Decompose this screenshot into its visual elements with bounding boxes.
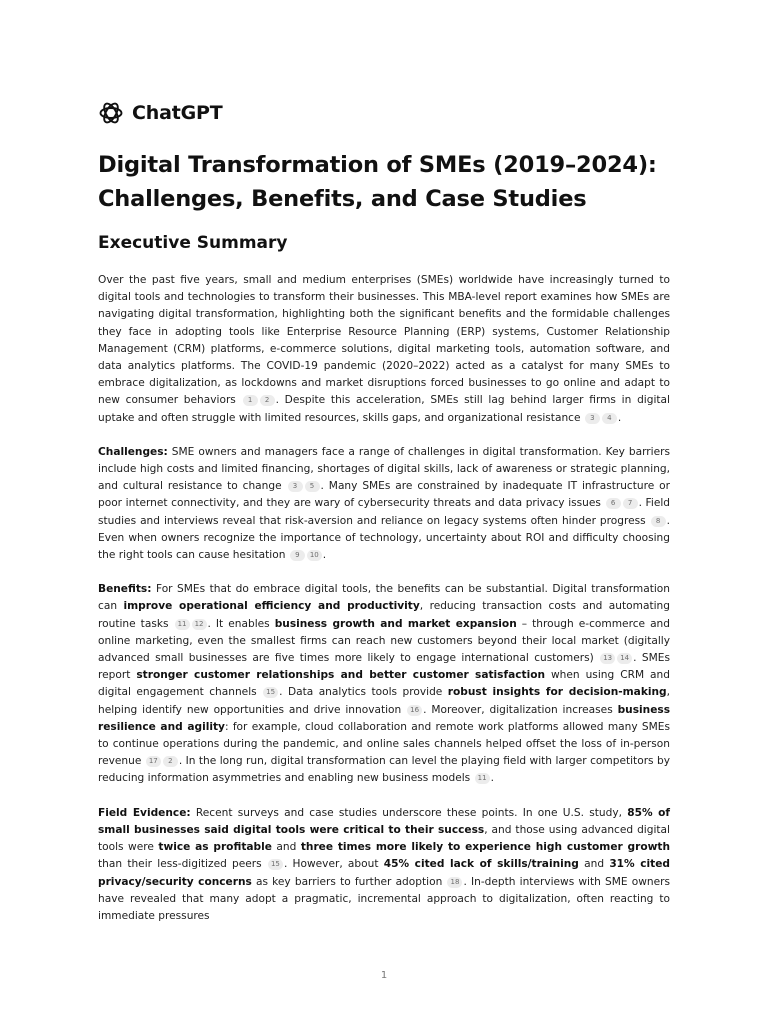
bold-text: Benefits: — [98, 583, 152, 596]
text-run: and — [271, 841, 301, 854]
text-run: , and those using advanced digital tools were — [98, 823, 670, 854]
text-run: . In-depth interviews with SME owners have revealed that many adopt a pragmatic, incremental approach to digitalization, often reacting to immediate pressures — [98, 875, 670, 922]
text-run: . Despite this acceleration, SMEs still lag behind larger firms in digital uptake and often struggle with limited resources, skills gaps, and organizational resistance — [98, 394, 670, 424]
section-heading: Executive Summary — [98, 233, 288, 253]
citation-badge[interactable]: 11 — [175, 619, 190, 630]
bold-text: improve operational efficiency and productivity — [123, 600, 420, 613]
text-run: . It enables — [207, 617, 275, 630]
citation-badge[interactable]: 10 — [307, 550, 322, 561]
citation-badge[interactable]: 8 — [651, 516, 666, 527]
text-run: than their less-digitized peers — [98, 858, 267, 871]
text-run: when using CRM and digital engagement channels — [98, 669, 670, 699]
document-body — [98, 272, 670, 942]
text-run: . Moreover, digitalization increases — [423, 703, 618, 716]
bold-text: robust insights for decision-making — [447, 686, 667, 699]
text-run: , reducing transaction costs and automating routine tasks — [98, 600, 670, 630]
citation-badge[interactable]: 15 — [263, 687, 278, 698]
text-run: . However, about — [283, 858, 384, 871]
bold-text: stronger customer relationships and better customer satisfaction — [136, 669, 546, 682]
text-run: , helping identify new opportunities and drive innovation — [98, 686, 670, 716]
citation-badge[interactable]: 11 — [475, 773, 490, 784]
bold-text: Field Evidence: — [98, 806, 191, 819]
text-run: – through e-commerce and online marketing, even the smallest firms can reach new customers beyond their local market (digitally advanced small businesses are five times more likely to engage international customers) — [98, 617, 670, 665]
citation-badge[interactable]: 3 — [288, 481, 303, 492]
text-run: . SMEs report — [98, 652, 671, 682]
paragraph — [98, 272, 670, 427]
text-run: . In the long run, digital transformation can level the playing field with larger competitors by reducing information asymmetries and enabling new business models — [98, 755, 670, 785]
document-title: Digital Transformation of SMEs (2019–2024): Challenges, Benefits, and Case Studies — [98, 152, 657, 212]
citation-badge[interactable]: 17 — [146, 756, 161, 767]
paragraph — [98, 805, 670, 925]
brand-logo — [98, 100, 222, 126]
openai-logo-icon — [98, 100, 124, 126]
text-run: and — [578, 858, 610, 871]
citation-badge[interactable]: 16 — [407, 705, 422, 716]
text-run: . Even when owners recognize the importance of technology, uncertainty about ROI and difficulty choosing the right tools can cause hesitation — [98, 514, 670, 562]
text-run: . — [617, 411, 622, 424]
text-run: Over the past five years, small and medium enterprises (SMEs) worldwide have increasingly turned to digital tools and technologies to transform their businesses. This MBA-level report examines how SMEs are navigating digital transformation, highlighting both the significant benefits and the formidable challenges they face in adopting tools like Enterprise Resource Planning (ERP) systems, Customer Relationship Management (CRM) platforms, e-commerce solutions, digital marketing tools, automation software, and data analytics platforms. The COVID-19 pandemic (2020–2022) acted as a catalyst for many SMEs to embrace digitalization, as lockdowns and market disruptions forced businesses to go online and adapt to new consumer behaviors — [98, 274, 670, 407]
citation-badge[interactable]: 1 — [243, 395, 258, 406]
text-run: . Many SMEs are constrained by inadequate IT infrastructure or poor internet connectivity, and they are wary of cybersecurity threats and data privacy issues — [98, 480, 671, 510]
text-run: . Field studies and interviews reveal that risk-aversion and reliance on legacy systems often hinder progress — [98, 497, 671, 527]
bold-text: three times more likely to experience high customer growth — [300, 841, 671, 854]
paragraph — [98, 444, 670, 564]
page-number: 1 — [380, 970, 388, 981]
citation-badge[interactable]: 3 — [585, 413, 600, 424]
text-run: as key barriers to further adoption — [251, 875, 447, 888]
bold-text: business resilience and agility — [98, 703, 670, 733]
bold-text: 31% cited privacy/security concerns — [98, 858, 670, 888]
citation-badge[interactable]: 12 — [192, 619, 207, 630]
bold-text: 85% of small businesses said digital tools were critical to their success — [98, 806, 671, 836]
text-run: : for example, cloud collaboration and remote work platforms allowed many SMEs to continue operations during the pandemic, and online sales channels helped offset the loss of in-person revenue — [98, 720, 671, 768]
brand-name: ChatGPT — [132, 102, 223, 124]
citation-badge[interactable]: 7 — [623, 498, 638, 509]
citation-badge[interactable]: 2 — [260, 395, 275, 406]
citation-badge[interactable]: 13 — [600, 653, 615, 664]
text-run: . Data analytics tools provide — [279, 686, 448, 699]
citation-badge[interactable]: 5 — [305, 481, 320, 492]
bold-text: Challenges: — [98, 445, 168, 458]
citation-badge[interactable]: 15 — [268, 859, 283, 870]
citation-badge[interactable]: 18 — [447, 877, 462, 888]
paragraph — [98, 581, 670, 787]
citation-badge[interactable]: 6 — [606, 498, 621, 509]
text-run: SME owners and managers face a range of challenges in digital transformation. Key barriers include high costs and limited financing, shortages of digital skills, lack of awareness or strategic planning, and cultural resistance to change — [98, 445, 670, 493]
bold-text: twice as profitable — [158, 841, 272, 854]
citation-badge[interactable]: 9 — [290, 550, 305, 561]
citation-badge[interactable]: 14 — [617, 653, 632, 664]
text-run: . — [490, 772, 494, 785]
text-run: For SMEs that do embrace digital tools, the benefits can be substantial. Digital transformation can — [98, 583, 670, 613]
text-run: . — [322, 549, 327, 562]
bold-text: business growth and market expansion — [274, 617, 517, 630]
bold-text: 45% cited lack of skills/training — [383, 858, 579, 871]
citation-badge[interactable]: 4 — [602, 413, 617, 424]
citation-badge[interactable]: 2 — [163, 756, 178, 767]
text-run: Recent surveys and case studies underscore these points. In one U.S. study, — [190, 806, 628, 819]
